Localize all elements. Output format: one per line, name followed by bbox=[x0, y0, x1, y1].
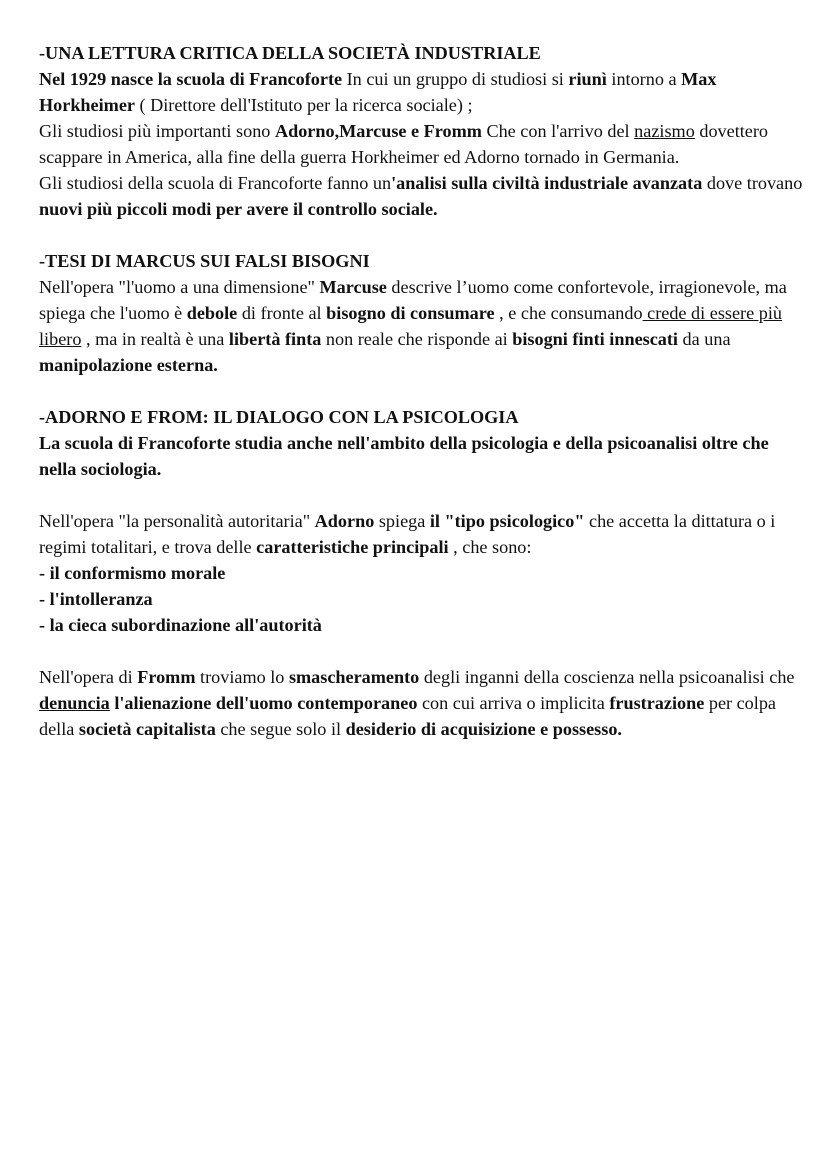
paragraph: Nel 1929 nasce la scuola di Francoforte In cui un gruppo di studiosi si riunì intorno a Max Horkheimer ( Direttore dell'Istituto per la ricerca sociale) ; bbox=[39, 69, 717, 115]
section-heading: -ADORNO E FROM: IL DIALOGO CON LA PSICOLOGIA bbox=[39, 407, 519, 427]
list-item: - il conformismo morale bbox=[39, 563, 226, 583]
paragraph: Gli studiosi più importanti sono Adorno,Marcuse e Fromm Che con l'arrivo del nazismo dovettero scappare in America, alla fine della guerra Horkheimer ed Adorno tornado in Germania. bbox=[39, 121, 769, 167]
section-societa-industriale bbox=[39, 40, 806, 222]
intro-paragraph: La scuola di Francoforte studia anche nell'ambito della psicologia e della psicoanalisi oltre che nella sociologia. bbox=[39, 433, 769, 479]
paragraph: Gli studiosi della scuola di Francoforte fanno un'analisi sulla civiltà industriale avanzata dove trovano nuovi più piccoli modi per avere il controllo sociale. bbox=[39, 173, 803, 219]
paragraph: Nell'opera "l'uomo a una dimensione" Marcuse descrive l’uomo come confortevole, irragionevole, ma spiega che l'uomo è debole di fronte al bisogno di consumare , e che consumando crede di essere più libero , ma in realtà è una libertà finta non reale che risponde ai bisogni finti innescati da una manipolazione esterna. bbox=[39, 277, 787, 375]
list-item: - la cieca subordinazione all'autorità bbox=[39, 615, 322, 635]
section-heading: -UNA LETTURA CRITICA DELLA SOCIETÀ INDUSTRIALE bbox=[39, 43, 541, 63]
section-heading: -TESI DI MARCUS SUI FALSI BISOGNI bbox=[39, 251, 370, 271]
section-marcuse bbox=[39, 248, 806, 378]
section-adorno-fromm bbox=[39, 404, 806, 742]
paragraph: Nell'opera "la personalità autoritaria" Adorno spiega il "tipo psicologico" che accetta la dittatura o i regimi totalitari, e trova delle caratteristiche principali , che sono: bbox=[39, 511, 776, 557]
list-item: - l'intolleranza bbox=[39, 589, 153, 609]
paragraph: Nell'opera di Fromm troviamo lo smascheramento degli inganni della coscienza nella psicoanalisi che denuncia l'alienazione dell'uomo contemporaneo con cui arriva o implicita frustrazione per colpa della società capitalista che segue solo il desiderio di acquisizione e possesso. bbox=[39, 667, 795, 739]
